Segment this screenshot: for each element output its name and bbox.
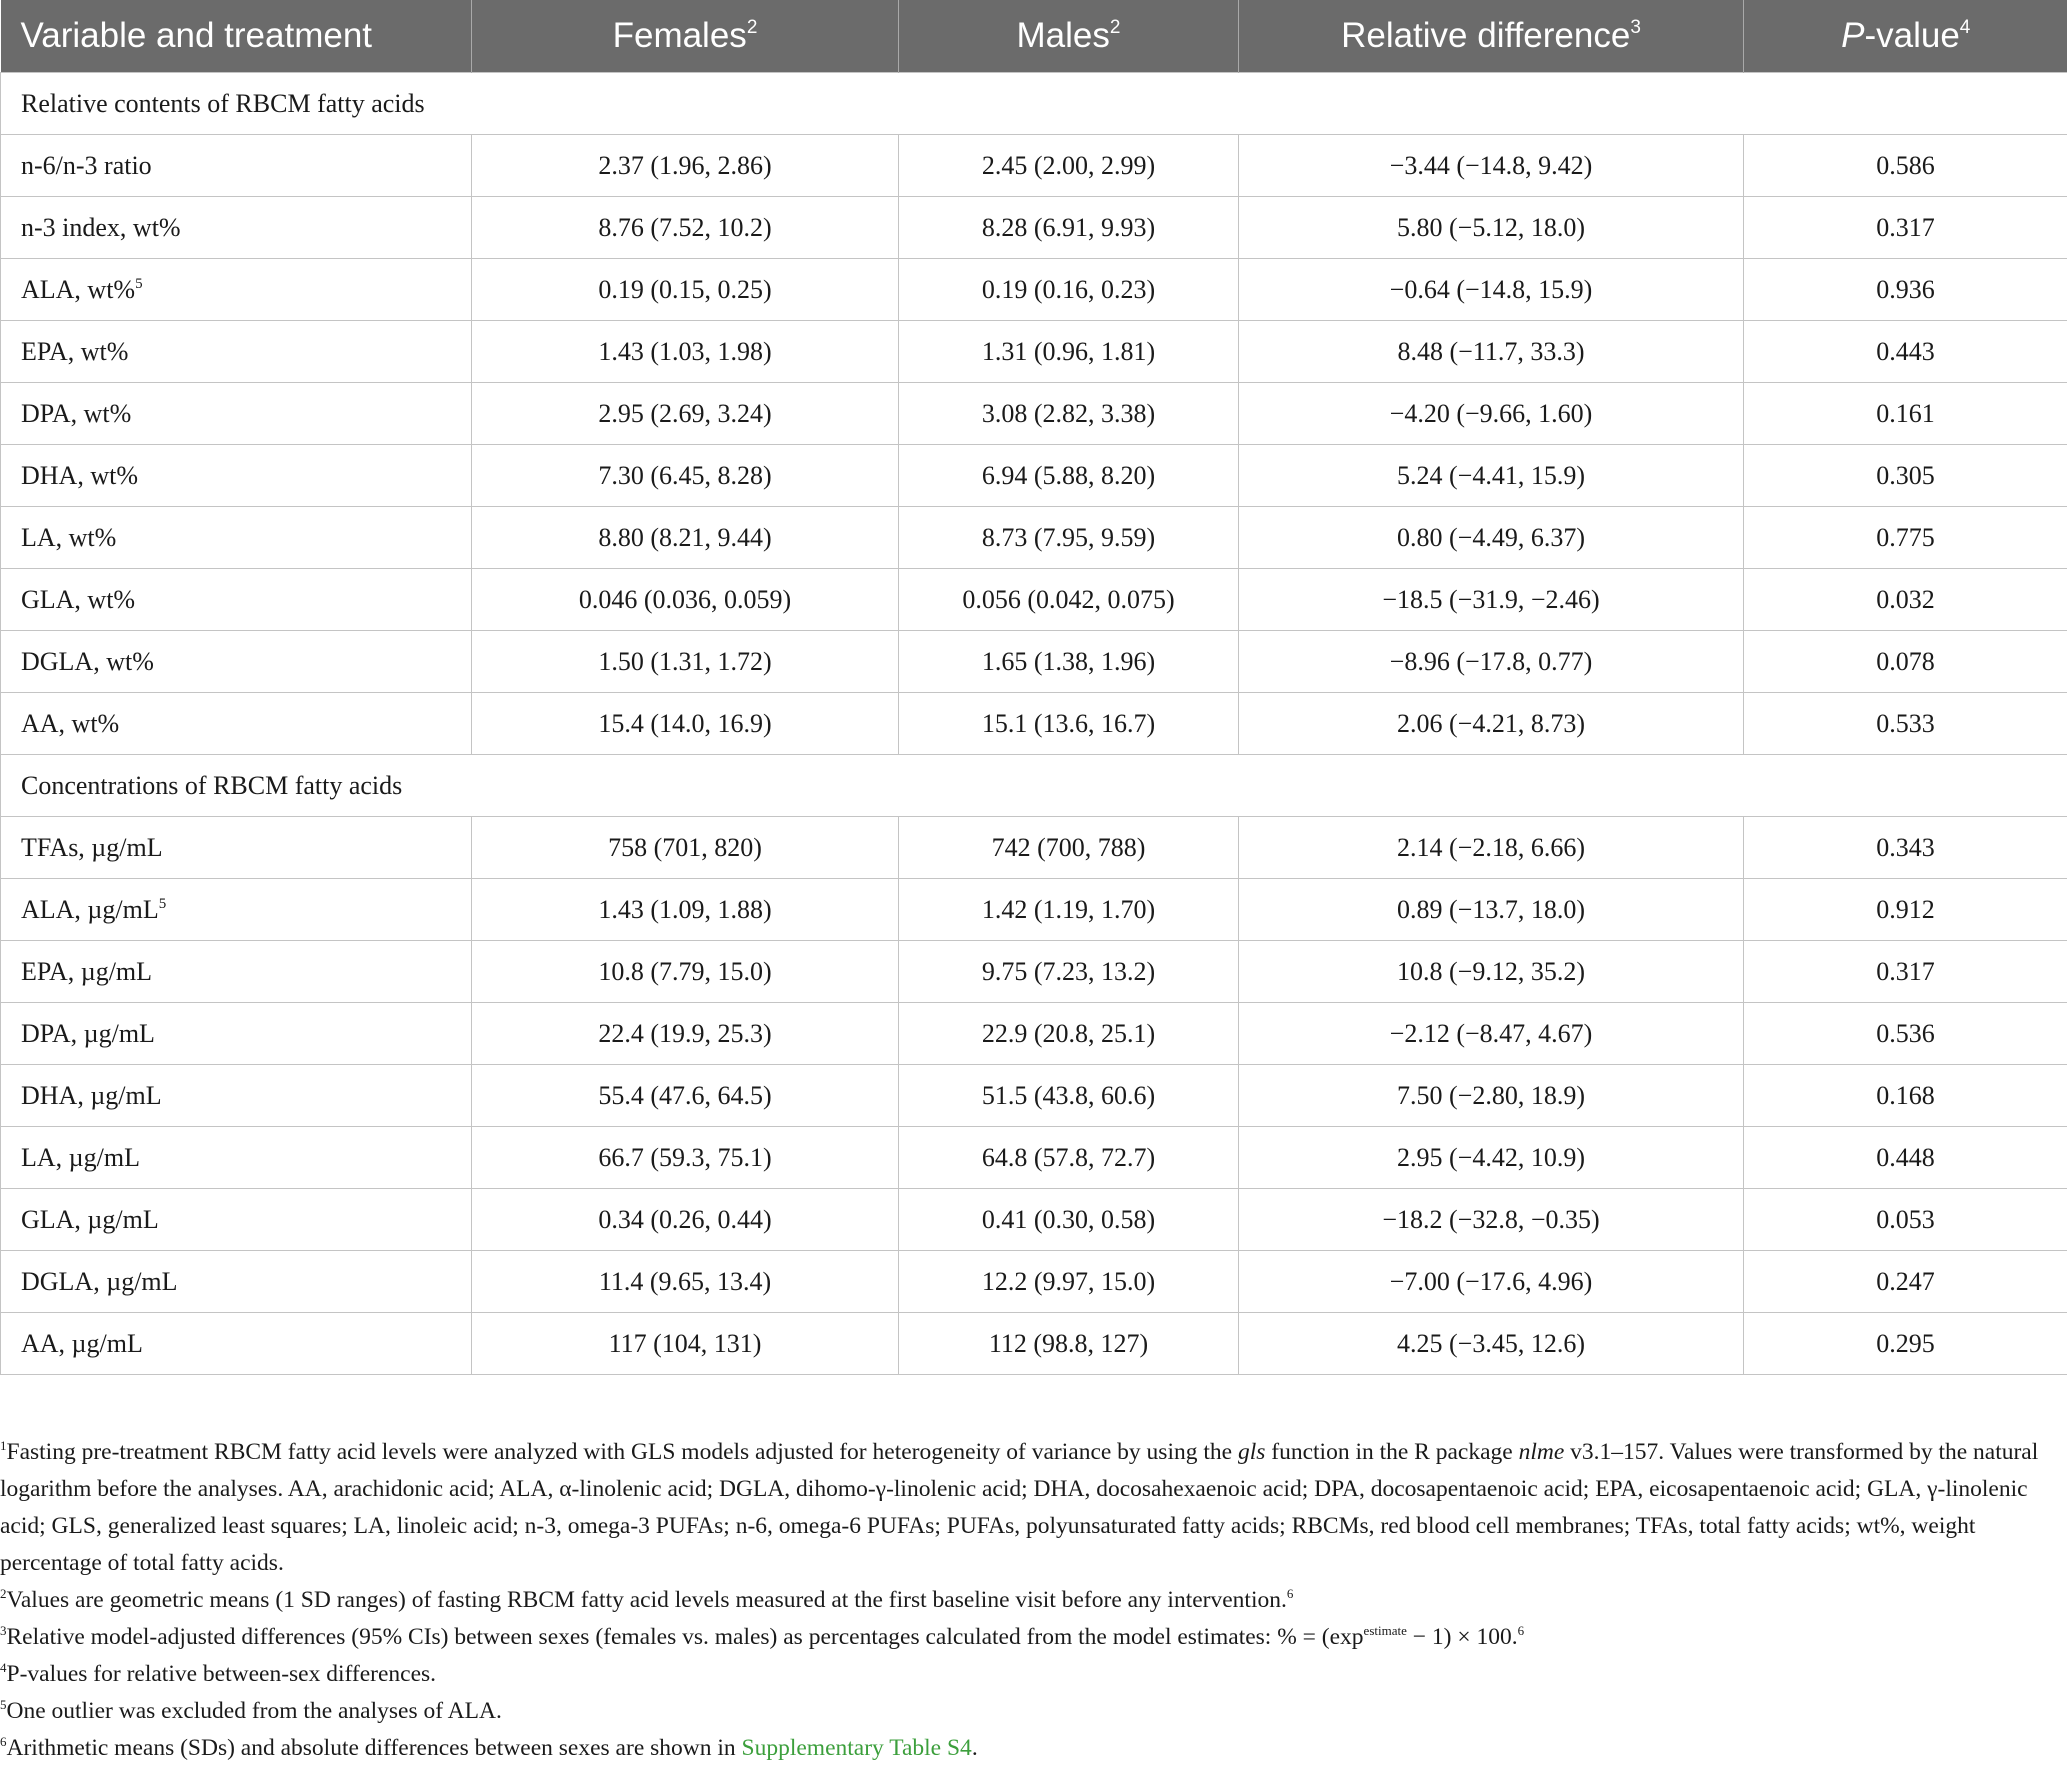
- males-cell: 0.19 (0.16, 0.23): [899, 259, 1239, 321]
- row-label: GLA, wt%: [1, 569, 472, 631]
- table-header: [1, 0, 2067, 73]
- females-cell: 2.37 (1.96, 2.86): [472, 135, 899, 197]
- header-females: Females$^2$: [472, 0, 899, 73]
- females-cell: 11.4 (9.65, 13.4): [472, 1251, 899, 1313]
- males-cell: 1.65 (1.38, 1.96): [899, 631, 1239, 693]
- females-cell: 15.4 (14.0, 16.9): [472, 693, 899, 755]
- p-value-cell: 0.168: [1744, 1065, 2067, 1127]
- p-value-cell: 0.912: [1744, 879, 2067, 941]
- females-cell: 1.43 (1.03, 1.98): [472, 321, 899, 383]
- relative-difference-cell: 7.50 (−2.80, 18.9): [1239, 1065, 1744, 1127]
- p-value-cell: 0.936: [1744, 259, 2067, 321]
- section-title: Relative contents of RBCM fatty acids: [1, 73, 2067, 135]
- p-value-cell: 0.343: [1744, 817, 2067, 879]
- row-label: DHA, µg/mL: [1, 1065, 472, 1127]
- row-label: DGLA, wt%: [1, 631, 472, 693]
- footnote-ref: 6: [1286, 1586, 1294, 1601]
- relative-difference-cell: 2.95 (−4.42, 10.9): [1239, 1127, 1744, 1189]
- females-cell: 7.30 (6.45, 8.28): [472, 445, 899, 507]
- footnote-number: 1: [0, 1438, 7, 1453]
- table-row: [1, 383, 2067, 445]
- header-relative-difference: Relative difference$^3$: [1239, 0, 1744, 73]
- males-cell: 9.75 (7.23, 13.2): [899, 941, 1239, 1003]
- table-row: [1, 941, 2067, 1003]
- header-males: Males$^2$: [899, 0, 1239, 73]
- footnote-4: $^4$P-values for relative between-sex differences.: [0, 1660, 437, 1687]
- footnote-number: 3: [0, 1623, 7, 1638]
- table-row: [1, 879, 2067, 941]
- males-cell: 2.45 (2.00, 2.99): [899, 135, 1239, 197]
- females-cell: 1.50 (1.31, 1.72): [472, 631, 899, 693]
- table-row: [1, 569, 2067, 631]
- p-value-cell: 0.053: [1744, 1189, 2067, 1251]
- table-row: [1, 631, 2067, 693]
- p-value-cell: 0.032: [1744, 569, 2067, 631]
- table-row: [1, 321, 2067, 383]
- males-cell: 6.94 (5.88, 8.20): [899, 445, 1239, 507]
- footnote-mark: 5: [135, 275, 143, 292]
- table-body: [1, 73, 2067, 1375]
- header-footnote-mark: 4: [1959, 17, 1971, 38]
- females-cell: 758 (701, 820): [472, 817, 899, 879]
- relative-difference-cell: 2.06 (−4.21, 8.73): [1239, 693, 1744, 755]
- table-row: [1, 1065, 2067, 1127]
- females-cell: 0.34 (0.26, 0.44): [472, 1189, 899, 1251]
- row-label: n-6/n-3 ratio: [1, 135, 472, 197]
- footnote-number: 6: [0, 1734, 7, 1749]
- header-footnote-mark: 2: [1109, 17, 1121, 38]
- relative-difference-cell: −7.00 (−17.6, 4.96): [1239, 1251, 1744, 1313]
- table-row: [1, 445, 2067, 507]
- p-value-cell: 0.305: [1744, 445, 2067, 507]
- row-label: EPA, wt%: [1, 321, 472, 383]
- row-label: AA, wt%: [1, 693, 472, 755]
- females-cell: 0.19 (0.15, 0.25): [472, 259, 899, 321]
- supplementary-table-link[interactable]: Supplementary Table S4: [741, 1735, 972, 1761]
- relative-difference-cell: −2.12 (−8.47, 4.67): [1239, 1003, 1744, 1065]
- p-value-cell: 0.443: [1744, 321, 2067, 383]
- table-row: [1, 259, 2067, 321]
- relative-difference-cell: 5.80 (−5.12, 18.0): [1239, 197, 1744, 259]
- table-row: [1, 817, 2067, 879]
- footnote-6: $^6$Arithmetic means (SDs) and absolute differences between sexes are shown in Supplementary Table S4.: [0, 1734, 978, 1761]
- males-cell: 0.056 (0.042, 0.075): [899, 569, 1239, 631]
- relative-difference-cell: −0.64 (−14.8, 15.9): [1239, 259, 1744, 321]
- row-label: LA, µg/mL: [1, 1127, 472, 1189]
- row-label: EPA, µg/mL: [1, 941, 472, 1003]
- relative-difference-cell: −3.44 (−14.8, 9.42): [1239, 135, 1744, 197]
- relative-difference-cell: 4.25 (−3.45, 12.6): [1239, 1313, 1744, 1375]
- p-value-cell: 0.295: [1744, 1313, 2067, 1375]
- females-cell: 8.76 (7.52, 10.2): [472, 197, 899, 259]
- females-cell: 1.43 (1.09, 1.88): [472, 879, 899, 941]
- table-row: [1, 507, 2067, 569]
- row-label: DHA, wt%: [1, 445, 472, 507]
- row-label: DGLA, µg/mL: [1, 1251, 472, 1313]
- males-cell: 22.9 (20.8, 25.1): [899, 1003, 1239, 1065]
- males-cell: 112 (98.8, 127): [899, 1313, 1239, 1375]
- footnote-1: $^1$Fasting pre-treatment RBCM fatty acid levels were analyzed with GLS models adjusted for heterogeneity of variance by using the gls function in the R package nlme v3.1–157. Values were transformed by the natural logarithm before the analyses. AA, arachidonic acid; ALA, α-linolenic acid; DGLA, dihomo-γ-linolenic acid; DHA, docosahexaenoic acid; DPA, docosapentaenoic acid; EPA, eicosapentaenoic acid; GLA, γ-linolenic acid; GLS, generalized least squares; LA, linoleic acid; n-3, omega-3 PUFAs; n-6, omega-6 PUFAs; PUFAs, polyunsaturated fatty acids; RBCMs, red blood cell membranes; TFAs, total fatty acids; wt%, weight percentage of total fatty acids.: [0, 1438, 2039, 1576]
- p-value-cell: 0.533: [1744, 693, 2067, 755]
- males-cell: 8.73 (7.95, 9.59): [899, 507, 1239, 569]
- footnote-number: 5: [0, 1697, 7, 1712]
- p-value-cell: 0.078: [1744, 631, 2067, 693]
- row-label: ALA, $\mu g/mL^5$: [1, 879, 472, 941]
- table-row: [1, 1313, 2067, 1375]
- header-p-value: P-value$^4$: [1744, 0, 2067, 73]
- females-cell: 66.7 (59.3, 75.1): [472, 1127, 899, 1189]
- footnote-ref: 6: [1517, 1623, 1525, 1638]
- table-row: [1, 1127, 2067, 1189]
- table-row: [1, 693, 2067, 755]
- relative-difference-cell: 10.8 (−9.12, 35.2): [1239, 941, 1744, 1003]
- p-value-cell: 0.247: [1744, 1251, 2067, 1313]
- footnote-3: $^3$Relative model-adjusted differences (95% CIs) between sexes (females vs. males) as percentages calculated from the model estimates: % = $(\exp^{estimate} - 1) \times 100.^6$: [0, 1623, 1525, 1650]
- p-value-cell: 0.161: [1744, 383, 2067, 445]
- p-value-cell: 0.448: [1744, 1127, 2067, 1189]
- females-cell: 55.4 (47.6, 64.5): [472, 1065, 899, 1127]
- table-row: [1, 1251, 2067, 1313]
- males-cell: 64.8 (57.8, 72.7): [899, 1127, 1239, 1189]
- row-label: TFAs, µg/mL: [1, 817, 472, 879]
- males-cell: 742 (700, 788): [899, 817, 1239, 879]
- p-value-cell: 0.536: [1744, 1003, 2067, 1065]
- row-label: DPA, wt%: [1, 383, 472, 445]
- males-cell: 8.28 (6.91, 9.93): [899, 197, 1239, 259]
- relative-difference-cell: 8.48 (−11.7, 33.3): [1239, 321, 1744, 383]
- exponent: estimate: [1363, 1623, 1407, 1638]
- males-cell: 12.2 (9.97, 15.0): [899, 1251, 1239, 1313]
- females-cell: 22.4 (19.9, 25.3): [472, 1003, 899, 1065]
- females-cell: 2.95 (2.69, 3.24): [472, 383, 899, 445]
- males-cell: 51.5 (43.8, 60.6): [899, 1065, 1239, 1127]
- females-cell: 10.8 (7.79, 15.0): [472, 941, 899, 1003]
- table-row: [1, 135, 2067, 197]
- males-cell: 1.31 (0.96, 1.81): [899, 321, 1239, 383]
- relative-difference-cell: −4.20 (−9.66, 1.60): [1239, 383, 1744, 445]
- table-row: [1, 197, 2067, 259]
- section-row-concentrations: [1, 755, 2067, 817]
- males-cell: 1.42 (1.19, 1.70): [899, 879, 1239, 941]
- footnote-number: 4: [0, 1660, 7, 1675]
- row-label: n-3 index, wt%: [1, 197, 472, 259]
- p-value-cell: 0.775: [1744, 507, 2067, 569]
- males-cell: 15.1 (13.6, 16.7): [899, 693, 1239, 755]
- relative-difference-cell: 0.89 (−13.7, 18.0): [1239, 879, 1744, 941]
- section-title: Concentrations of RBCM fatty acids: [1, 755, 2067, 817]
- footnote-5: $^5$One outlier was excluded from the analyses of ALA.: [0, 1697, 502, 1724]
- relative-difference-cell: −8.96 (−17.8, 0.77): [1239, 631, 1744, 693]
- relative-difference-cell: 0.80 (−4.49, 6.37): [1239, 507, 1744, 569]
- header-footnote-mark: 3: [1630, 17, 1641, 38]
- row-label: AA, µg/mL: [1, 1313, 472, 1375]
- relative-difference-cell: 5.24 (−4.41, 15.9): [1239, 445, 1744, 507]
- males-cell: 0.41 (0.30, 0.58): [899, 1189, 1239, 1251]
- relative-difference-cell: 2.14 (−2.18, 6.66): [1239, 817, 1744, 879]
- header-variable: Variable and treatment: [1, 0, 472, 73]
- p-value-cell: 0.317: [1744, 941, 2067, 1003]
- relative-difference-cell: −18.2 (−32.8, −0.35): [1239, 1189, 1744, 1251]
- footnote-mark: 5: [158, 895, 167, 912]
- section-row-relative-contents: [1, 73, 2067, 135]
- footnote-number: 2: [0, 1586, 7, 1601]
- females-cell: 117 (104, 131): [472, 1313, 899, 1375]
- row-label: DPA, µg/mL: [1, 1003, 472, 1065]
- table-row: [1, 1003, 2067, 1065]
- p-value-cell: 0.586: [1744, 135, 2067, 197]
- p-value-cell: 0.317: [1744, 197, 2067, 259]
- females-cell: 8.80 (8.21, 9.44): [472, 507, 899, 569]
- footnote-2: $^2$Values are geometric means (1 SD ranges) of fasting RBCM fatty acid levels measured at the first baseline visit before any intervention.$^6$: [0, 1586, 1294, 1613]
- header-footnote-mark: 2: [746, 17, 758, 38]
- females-cell: 0.046 (0.036, 0.059): [472, 569, 899, 631]
- table-footnotes: [0, 1434, 2067, 1767]
- row-label: GLA, µg/mL: [1, 1189, 472, 1251]
- row-label: ALA, wt%$^5$: [1, 259, 472, 321]
- relative-difference-cell: −18.5 (−31.9, −2.46): [1239, 569, 1744, 631]
- row-label: LA, wt%: [1, 507, 472, 569]
- males-cell: 3.08 (2.82, 3.38): [899, 383, 1239, 445]
- table-row: [1, 1189, 2067, 1251]
